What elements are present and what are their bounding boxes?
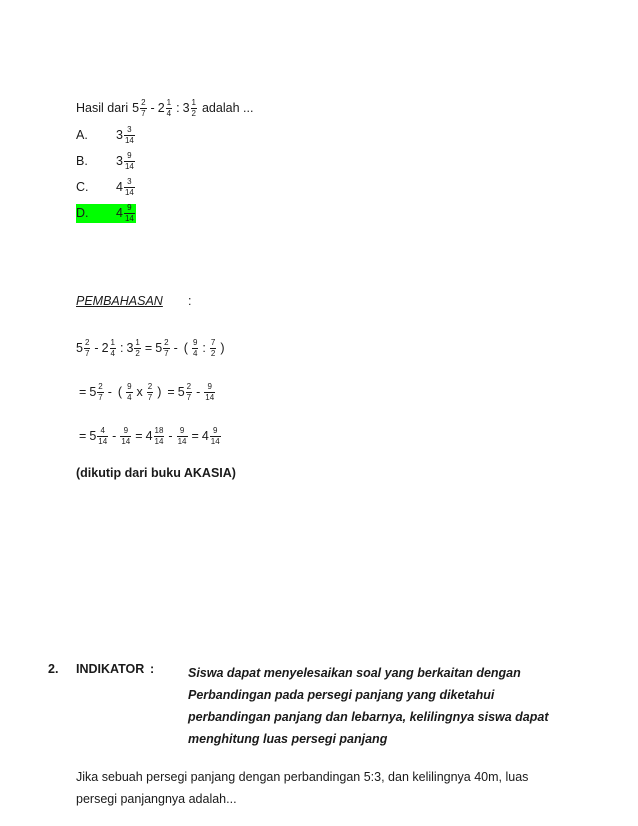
numerator: 4 <box>100 425 105 435</box>
denominator: 14 <box>124 213 134 223</box>
denominator: 2 <box>210 348 216 358</box>
whole-part: 2 <box>157 101 165 115</box>
denominator: 4 <box>192 348 198 358</box>
option-b[interactable] <box>76 148 136 174</box>
pembahasan-title: PEMBAHASAN <box>76 294 163 308</box>
denominator: 7 <box>186 392 192 402</box>
source-citation: (dikutip dari buku AKASIA) <box>76 466 236 480</box>
whole-part: 4 <box>145 429 153 443</box>
operator: - <box>94 341 99 355</box>
fraction <box>97 383 103 402</box>
expr-mixed-number <box>146 383 154 402</box>
expr-mixed-number <box>183 99 198 118</box>
operator: - <box>150 101 155 115</box>
fraction <box>97 427 108 446</box>
numerator: 9 <box>179 425 185 435</box>
numerator: 2 <box>141 97 146 107</box>
numerator: 9 <box>192 337 198 347</box>
expr-mixed-number <box>155 339 170 358</box>
option-letter: D. <box>76 206 89 220</box>
numerator: 2 <box>164 337 169 347</box>
fraction <box>192 339 198 358</box>
operator: = <box>135 429 143 443</box>
fraction <box>147 383 153 402</box>
denominator: 7 <box>84 348 90 358</box>
operator: = <box>167 385 175 399</box>
numerator: 7 <box>210 337 216 347</box>
numerator: 1 <box>110 337 115 347</box>
option-a[interactable] <box>76 122 136 148</box>
fraction <box>124 204 135 223</box>
whole-part: 5 <box>155 341 163 355</box>
operator: = <box>79 429 87 443</box>
operator: - <box>196 385 201 399</box>
pembahasan-line-2 <box>76 380 216 404</box>
whole-part: 3 <box>116 128 123 142</box>
whole-part: 5 <box>89 385 97 399</box>
question1-options <box>76 122 136 226</box>
denominator: 4 <box>110 348 115 358</box>
numerator: 1 <box>166 97 172 107</box>
question2-stem <box>76 766 528 810</box>
fraction <box>154 427 165 446</box>
denominator: 7 <box>141 108 146 118</box>
whole-part: 4 <box>116 180 123 194</box>
whole-part: 5 <box>177 385 185 399</box>
expr-mixed-number <box>209 339 217 358</box>
question2-number: 2. <box>48 662 59 676</box>
denominator: 7 <box>164 348 169 358</box>
expr-mixed-number <box>125 383 133 402</box>
expr-mixed-number <box>126 339 141 358</box>
indikator-line: menghitung luas persegi panjang <box>188 732 388 746</box>
denominator: 14 <box>124 187 134 197</box>
whole-part: 4 <box>201 429 209 443</box>
numerator: 18 <box>154 425 164 435</box>
expr-mixed-number <box>203 383 216 402</box>
expr-mixed-number <box>89 427 109 446</box>
operator: - <box>173 341 178 355</box>
expr-mixed-number <box>202 427 222 446</box>
fraction <box>124 126 135 145</box>
denominator: 7 <box>98 392 103 402</box>
whole-part: 3 <box>182 101 190 115</box>
operator: - <box>107 385 112 399</box>
expr-mixed-number <box>119 427 132 446</box>
fraction <box>84 339 90 358</box>
expr-mixed-number <box>89 383 104 402</box>
option-mixed-number <box>116 204 136 223</box>
operator: : <box>176 101 180 115</box>
fraction <box>124 178 135 197</box>
option-c[interactable] <box>76 174 136 200</box>
option-d[interactable] <box>76 200 136 226</box>
expr-mixed-number <box>146 427 166 446</box>
option-letter: C. <box>76 180 89 194</box>
numerator: 9 <box>127 202 132 212</box>
operator: = <box>79 385 87 399</box>
denominator: 2 <box>135 348 140 358</box>
operator: = <box>191 429 199 443</box>
indikator-line: Siswa dapat menyelesaikan soal yang berkaitan dengan <box>188 666 521 680</box>
numerator: 2 <box>98 381 103 391</box>
fraction <box>134 339 140 358</box>
fraction <box>120 427 131 446</box>
indikator-label: INDIKATOR <box>76 662 145 676</box>
whole-part: 5 <box>76 341 83 355</box>
indikator-text <box>188 662 549 750</box>
fraction <box>126 383 132 402</box>
denominator: 14 <box>177 436 187 446</box>
denominator: 14 <box>121 436 131 446</box>
numerator: 9 <box>123 425 129 435</box>
numerator: 9 <box>207 381 212 391</box>
operator: : <box>202 341 206 355</box>
pembahasan-line-3 <box>76 424 222 448</box>
numerator: 9 <box>127 381 132 391</box>
question1-stem-suffix: adalah ... <box>201 101 254 115</box>
operator: : <box>119 341 124 355</box>
denominator: 14 <box>154 436 164 446</box>
indikator-line: perbandingan panjang dan lebarnya, kelilingnya siswa dapat <box>188 710 549 724</box>
fraction <box>191 99 197 118</box>
fraction <box>163 339 169 358</box>
whole-part: 5 <box>89 429 97 443</box>
question2-stem-line: persegi panjangnya adalah... <box>76 792 237 806</box>
denominator: 4 <box>127 392 132 402</box>
option-letter: A. <box>76 128 88 142</box>
denominator: 14 <box>205 392 215 402</box>
fraction <box>210 427 221 446</box>
expr-mixed-number <box>191 339 199 358</box>
fraction <box>124 152 135 171</box>
indikator-colon: : <box>150 662 155 676</box>
whole-part: 3 <box>126 341 134 355</box>
pembahasan-colon: : <box>188 294 192 308</box>
denominator: 4 <box>166 108 172 118</box>
fraction <box>186 383 192 402</box>
denominator: 14 <box>210 436 220 446</box>
expr-mixed-number <box>76 339 91 358</box>
numerator: 2 <box>186 381 192 391</box>
numerator: 2 <box>84 337 90 347</box>
operator: = <box>144 341 153 355</box>
pembahasan-line-1 <box>76 336 228 360</box>
question1-expression <box>132 99 198 118</box>
operator: ( <box>117 385 123 399</box>
operator: x <box>136 385 143 399</box>
question1-stem <box>76 96 253 120</box>
denominator: 7 <box>147 392 153 402</box>
option-mixed-number <box>116 126 136 145</box>
expr-mixed-number <box>102 339 117 358</box>
denominator: 2 <box>191 108 196 118</box>
operator: ) <box>157 385 162 399</box>
operator: ) <box>220 341 225 355</box>
numerator: 2 <box>147 381 153 391</box>
fraction <box>204 383 215 402</box>
expr-mixed-number <box>178 383 193 402</box>
expr-mixed-number <box>176 427 189 446</box>
pembahasan-header <box>76 294 163 308</box>
option-letter: B. <box>76 154 88 168</box>
option-mixed-number <box>116 178 136 197</box>
fraction <box>210 339 216 358</box>
whole-part: 4 <box>116 206 123 220</box>
denominator: 14 <box>98 436 108 446</box>
denominator: 14 <box>124 135 134 145</box>
expr-mixed-number <box>132 99 147 118</box>
option-mixed-number <box>116 152 136 171</box>
question2-stem-line: Jika sebuah persegi panjang dengan perbandingan 5:3, dan kelilingnya 40m, luas <box>76 770 529 784</box>
numerator: 9 <box>127 150 132 160</box>
numerator: 3 <box>127 124 132 134</box>
whole-part: 5 <box>132 101 140 115</box>
whole-part: 3 <box>116 154 123 168</box>
fraction <box>140 99 146 118</box>
numerator: 3 <box>127 176 132 186</box>
expr-mixed-number <box>158 99 173 118</box>
operator: ( <box>183 341 188 355</box>
fraction <box>166 99 172 118</box>
fraction <box>110 339 116 358</box>
numerator: 1 <box>135 337 140 347</box>
question1-stem-prefix: Hasil dari <box>76 101 129 115</box>
operator: - <box>168 429 173 443</box>
indikator-line: Perbandingan pada persegi panjang yang diketahui <box>188 688 495 702</box>
numerator: 1 <box>191 97 196 107</box>
fraction <box>177 427 188 446</box>
numerator: 9 <box>212 425 218 435</box>
operator: - <box>112 429 117 443</box>
whole-part: 2 <box>101 341 109 355</box>
denominator: 14 <box>124 161 134 171</box>
